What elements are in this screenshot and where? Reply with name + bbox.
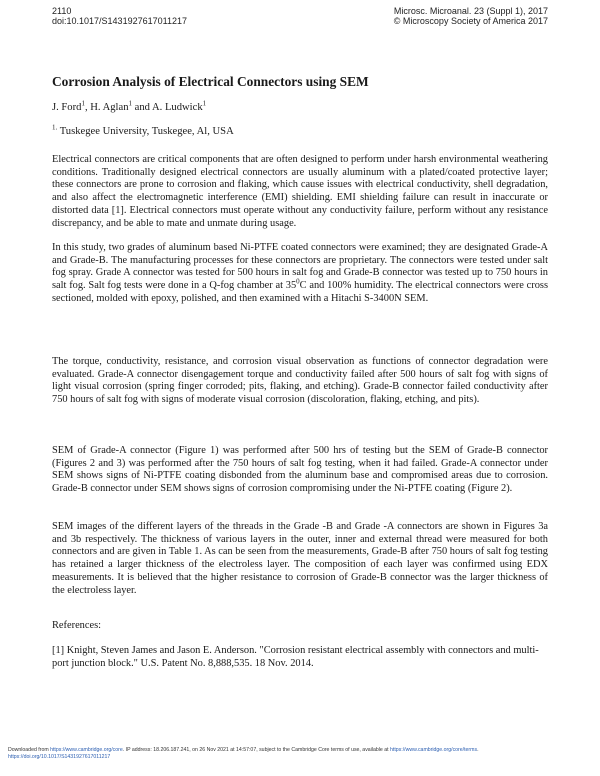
reference-item: [1] Knight, Steven James and Jason E. Anderson. "Corrosion resistant electrical assembly with connectors and multi-port junction block." U.S. Patent No. 8,888,535. 18 Nov. 2014. [52, 645, 539, 669]
author-separator: , [84, 102, 91, 113]
paragraph-sem-results: SEM of Grade-A connector (Figure 1) was performed after 500 hrs of testing but the SEM of Grade-B connector (Figures 2 and 3) was performed after the 750 hours of salt fog testing, when it had failed. Grade-A connector under SEM shows signs of Ni-PTFE coating disbonded from the aluminum base and compromised areas due to corrosion. Grade-B connector under SEM shows signs of corrosion compromising under the Ni-PTFE coating (Figure 2). [52, 445, 548, 495]
references-heading: References: [52, 620, 102, 631]
footer-terms-link[interactable]: https://www.cambridge.org/core/terms [390, 747, 478, 753]
doi: doi:10.1017/S1431927617011217 [52, 16, 187, 26]
author-name: A. Ludwick [152, 102, 203, 113]
author-name: J. Ford [52, 102, 82, 113]
paragraph-layer-thickness: SEM images of the different layers of the threads in the Grade -B and Grade -A connectors are shown in Figures 3a and 3b respectively. The thickness of various layers in the outer, inner and external thread were measured for both connectors and are given in Table 1. As can be seen from the measurements, Grade-B after 750 hours of salt fog testing has retained a larger thickness of the electroless layer. The composition of each layer was confirmed using EDX measurements. It is believed that the higher resistance to corrosion of Grade-B connector was the larger thickness of the electroless layer. [52, 521, 548, 596]
footer-downloaded: Downloaded from [8, 747, 51, 753]
degree-superscript: 0 [296, 277, 300, 286]
journal-citation: Microsc. Microanal. 23 (Suppl 1), 2017 [393, 6, 548, 16]
author-name: H. Aglan [90, 102, 129, 113]
paragraph-evaluation: The torque, conductivity, resistance, and corrosion visual observation as functions of connector degradation were evaluated. Grade-A connector disengagement torque and conductivity failed after 500 hours of salt fog with signs of light visual corrosion (spring finger corroded; pits, flaking, and etching). Grade-B connector failed conductivity after 750 hours of salt fog with signs of moderate visual corrosion (discoloration, flaking, etching, and pits). [52, 356, 548, 406]
paper-title: Corrosion Analysis of Electrical Connectors using SEM [52, 74, 369, 89]
header-right [394, 6, 548, 26]
download-footer [8, 747, 596, 761]
affiliation [52, 123, 234, 137]
affiliation-mark: 1. [52, 123, 58, 132]
footer-middle: . IP address: 18.206.187.241, on 26 Nov 2021 at 14:57:07, subject to the Cambridge Core terms of use, available at [122, 747, 390, 753]
author-affil-mark: 1 [128, 99, 132, 108]
footer-doi-link[interactable]: https://doi.org/10.1017/S1431927617011217 [8, 754, 111, 760]
paragraph-intro: Electrical connectors are critical components that are often designed to perform under harsh environmental weathering conditions. Traditionally designed electrical connectors are usually aluminum with a plated/coated protective layer; these connectors are prone to corrosion and flaking, which cause issues with electrical conductivity, shell degradation, and also affect the electromagnetic interference (EMI) shielding. EMI shielding failure can result in inaccurate or distorted data [1]. Electrical connectors must operate without any conductivity failure, perform without any resistance discrepancy, and be able to mate and unmate during usage. [52, 154, 548, 229]
author-affil-mark: 1 [81, 99, 85, 108]
paragraph-study-part2: C and 100% humidity. The electrical connectors were cross sectioned, molded with epoxy, polished, and then examined with a Hitachi S-3400N SEM. [52, 280, 548, 304]
author-affil-mark: 1 [202, 99, 207, 108]
header-left [52, 6, 187, 26]
page-number: 2110 [52, 6, 72, 16]
author-list [52, 99, 207, 113]
affiliation-text: Tuskegee University, Tuskegee, Al, USA [57, 126, 234, 137]
paragraph-study-part1: In this study, two grades of aluminum based Ni-PTFE coated connectors were examined; they are designated Grade-A and Grade-B. The manufacturing processes for these connectors are proprietary. The connectors were tested under salt fog spray. Grade A connector was tested for 500 hours in salt fog and Grade-B connector was tested up to 750 hours in salt fog. Salt fog tests were done in a Q-fog chamber at 35 [52, 242, 548, 292]
paragraph-study [52, 242, 548, 306]
copyright: © Microscopy Society of America 2017 [393, 16, 548, 26]
footer-end: . [477, 747, 479, 753]
footer-core-link[interactable]: https://www.cambridge.org/core [50, 747, 123, 753]
author-separator: and [132, 102, 153, 113]
